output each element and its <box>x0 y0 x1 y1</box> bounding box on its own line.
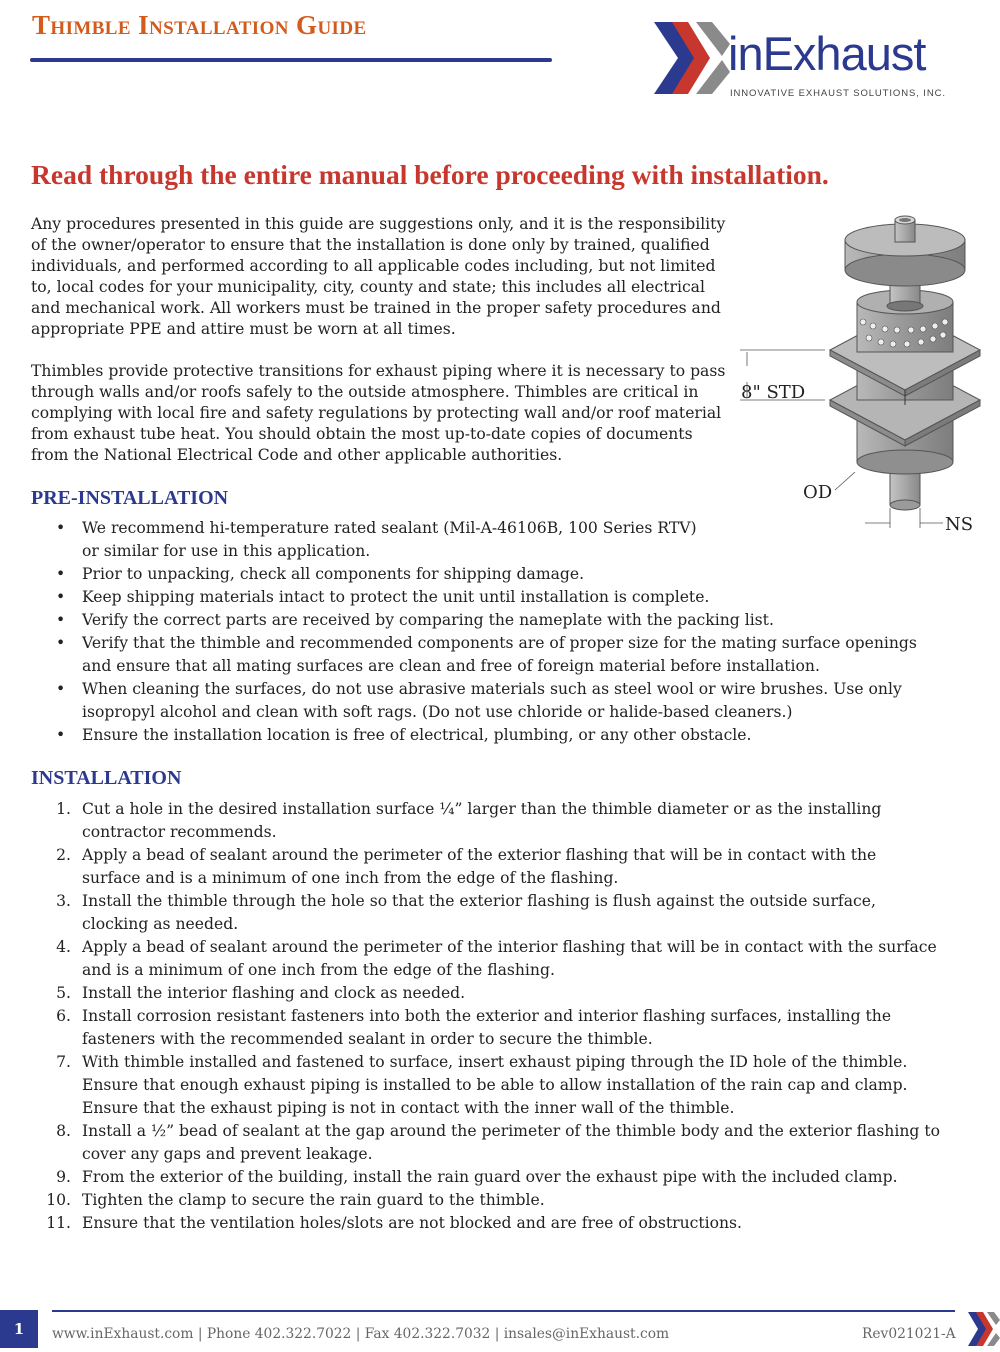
step-item <box>31 982 961 1005</box>
logo-wordmark: inExhaust <box>728 27 926 80</box>
bullet-icon: • <box>56 611 66 629</box>
title-underline <box>30 58 552 62</box>
step-number: 3. <box>56 892 71 910</box>
list-item-text: Verify that the thimble and recommended components are of proper size for the mating surface openings and ensure that all mating surfaces are clean and free of foreign material before installation. <box>82 634 917 675</box>
revision-code: Rev021021-A <box>862 1326 956 1342</box>
footer-logo-icon <box>968 1310 1000 1348</box>
list-item <box>51 586 951 609</box>
list-item-text: Ensure the installation location is free of electrical, plumbing, or any other obstacle. <box>82 726 752 744</box>
step-text: Cut a hole in the desired installation surface ¼” larger than the thimble diameter or as the installing contractor recommends. <box>82 800 882 841</box>
step-number: 2. <box>56 846 71 864</box>
bullet-icon: • <box>56 726 66 744</box>
step-item <box>31 890 961 936</box>
step-text: Install corrosion resistant fasteners into both the exterior and interior flashing surfaces, installing the fasteners with the recommended sealant in order to secure the thimble. <box>82 1007 892 1048</box>
thimble-illustration <box>735 210 1000 540</box>
dimension-label-ns: NS <box>945 514 974 535</box>
step-text: Install the thimble through the hole so that the exterior flashing is flush against the outside surface, clocking as needed. <box>82 892 876 933</box>
step-text: Ensure that the ventilation holes/slots are not blocked and are free of obstructions. <box>82 1214 742 1232</box>
step-number: 8. <box>56 1122 71 1140</box>
bullet-icon: • <box>56 680 66 698</box>
intro-paragraph-2: Thimbles provide protective transitions for exhaust piping where it is necessary to pass through walls and/or roofs safely to the outside atmosphere. Thimbles are critical in complying with local fire and safety regulations by protecting wall and/or roof material from exhaust tube heat. You should obtain the most up-to-date copies of documents from the National Electrical Code and other applicable authorities. <box>31 362 726 464</box>
list-item-text: Verify the correct parts are received by comparing the nameplate with the packing list. <box>82 611 774 629</box>
intro-paragraph-1: Any procedures presented in this guide are suggestions only, and it is the responsibility of the owner/operator to ensure that the installation is done only by trained, qualified individuals, and performed according to all applicable codes including, but not limited to, local codes for your municipality, city, county and state; this includes all electrical and mechanical work. All workers must be trained in the proper safety procedures and appropriate PPE and attire must be worn at all times. <box>31 215 726 338</box>
step-item <box>31 1005 961 1051</box>
step-item <box>31 1166 961 1189</box>
list-item <box>51 517 951 563</box>
step-item <box>31 1212 961 1235</box>
list-item-text: When cleaning the surfaces, do not use abrasive materials such as steel wool or wire brushes. Use only isopropyl alcohol and clean with soft rags. (Do not use chloride or halide-based cleaners.) <box>82 680 902 721</box>
bullet-icon: • <box>56 588 66 606</box>
step-item <box>31 1051 961 1120</box>
list-item <box>51 724 951 747</box>
list-item <box>51 632 951 678</box>
dimension-label-height: 8" STD <box>741 382 806 403</box>
dimension-label-od: OD <box>803 482 833 503</box>
step-item <box>31 798 961 844</box>
step-number: 7. <box>56 1053 71 1071</box>
bullet-icon: • <box>56 565 66 583</box>
step-number: 6. <box>56 1007 71 1025</box>
installation-heading: INSTALLATION <box>31 767 182 789</box>
list-item <box>51 609 951 632</box>
step-text: From the exterior of the building, install the rain guard over the exhaust pipe with the included clamp. <box>82 1168 898 1186</box>
pre-installation-list <box>51 517 951 747</box>
page-number: 1 <box>0 1310 38 1348</box>
step-item <box>31 1189 961 1212</box>
list-item-text: Prior to unpacking, check all components for shipping damage. <box>82 565 585 583</box>
list-item-text: We recommend hi-temperature rated sealant (Mil-A-46106B, 100 Series RTV) or similar for use in this application. <box>82 519 697 560</box>
step-text: Tighten the clamp to secure the rain guard to the thimble. <box>82 1191 545 1209</box>
step-number: 11. <box>46 1214 71 1232</box>
step-text: Install the interior flashing and clock as needed. <box>82 984 466 1002</box>
step-number: 1. <box>56 800 71 818</box>
step-number: 9. <box>56 1168 71 1186</box>
bullet-icon: • <box>56 519 66 537</box>
warning-heading: Read through the entire manual before proceeding with installation. <box>31 159 829 190</box>
step-item <box>31 844 961 890</box>
list-item-text: Keep shipping materials intact to protect the unit until installation is complete. <box>82 588 710 606</box>
logo-tagline: INNOVATIVE EXHAUST SOLUTIONS, INC. <box>730 88 946 99</box>
footer-divider <box>52 1310 955 1312</box>
document-title: Thimble Installation Guide <box>32 10 367 40</box>
list-item <box>51 678 951 724</box>
footer-contact: www.inExhaust.com | Phone 402.322.7022 | Fax 402.322.7032 | insales@inExhaust.com <box>52 1326 670 1342</box>
step-text: Apply a bead of sealant around the perimeter of the exterior flashing that will be in contact with the surface and is a minimum of one inch from the edge of the flashing. <box>82 846 877 887</box>
step-number: 4. <box>56 938 71 956</box>
thimble-diagram <box>735 210 1000 540</box>
bullet-icon: • <box>56 634 66 652</box>
step-number: 10. <box>46 1191 71 1209</box>
step-item <box>31 936 961 982</box>
step-text: Apply a bead of sealant around the perimeter of the interior flashing that will be in contact with the surface and is a minimum of one inch from the edge of the flashing. <box>82 938 937 979</box>
step-text: Install a ½” bead of sealant at the gap around the perimeter of the thimble body and the exterior flashing to cover any gaps and prevent leakage. <box>82 1122 940 1163</box>
list-item <box>51 563 951 586</box>
step-number: 5. <box>56 984 71 1002</box>
step-item <box>31 1120 961 1166</box>
installation-steps <box>31 798 961 1235</box>
step-text: With thimble installed and fastened to surface, insert exhaust piping through the ID hole of the thimble. Ensure that enough exhaust piping is installed to be able to allow installation of the rain cap and clamp. Ensure that the exhaust piping is not in contact with the inner wall of the thimble. <box>82 1053 908 1117</box>
pre-installation-heading: PRE-INSTALLATION <box>31 487 229 509</box>
